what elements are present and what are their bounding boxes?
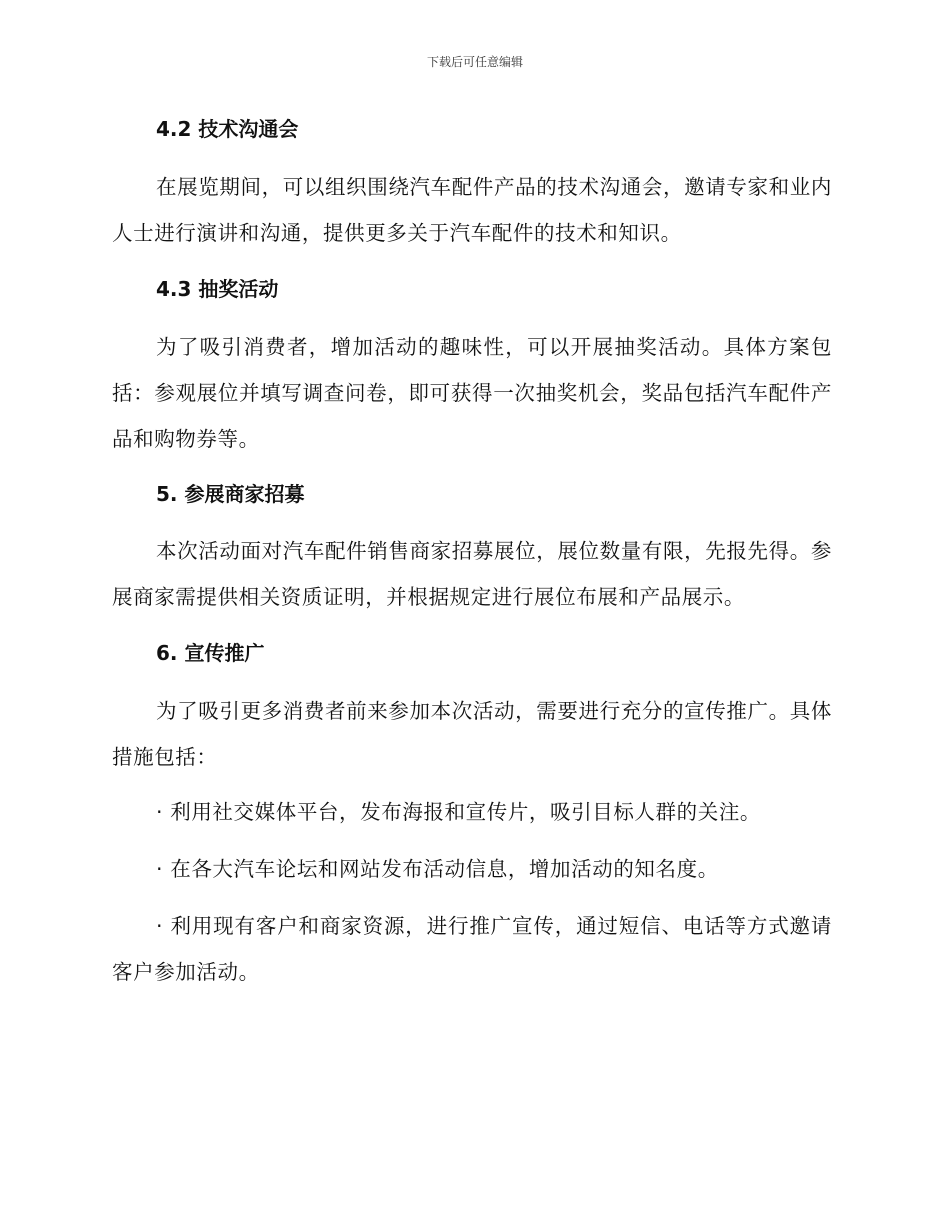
- section-heading-5: 5. 参展商家招募: [156, 482, 305, 506]
- section-heading-4-2: 4.2 技术沟通会: [156, 117, 299, 141]
- bullet-item-customer-resources: · 利用现有客户和商家资源，进行推广宣传，通过短信、电话等方式邀请客户参加活动。: [112, 914, 832, 984]
- page-header: 下载后可任意编辑: [426, 55, 523, 69]
- bullet-item-forums: · 在各大汽车论坛和网站发布活动信息，增加活动的知名度。: [156, 857, 719, 881]
- section-paragraph-6: 为了吸引更多消费者前来参加本次活动，需要进行充分的宣传推广。具体措施包括：: [112, 699, 832, 769]
- section-heading-6: 6. 宣传推广: [156, 641, 265, 665]
- section-paragraph-4-3: 为了吸引消费者，增加活动的趣味性，可以开展抽奖活动。具体方案包括：参观展位并填写调查问卷，即可获得一次抽奖机会，奖品包括汽车配件产品和购物券等。: [112, 335, 832, 451]
- section-paragraph-4-2: 在展览期间，可以组织围绕汽车配件产品的技术沟通会，邀请专家和业内人士进行演讲和沟通，提供更多关于汽车配件的技术和知识。: [112, 175, 832, 245]
- bullet-item-social-media: · 利用社交媒体平台，发布海报和宣传片，吸引目标人群的关注。: [156, 800, 762, 824]
- section-heading-4-3: 4.3 抽奖活动: [156, 277, 279, 301]
- section-paragraph-5: 本次活动面对汽车配件销售商家招募展位，展位数量有限，先报先得。参展商家需提供相关资质证明，并根据规定进行展位布展和产品展示。: [112, 539, 832, 609]
